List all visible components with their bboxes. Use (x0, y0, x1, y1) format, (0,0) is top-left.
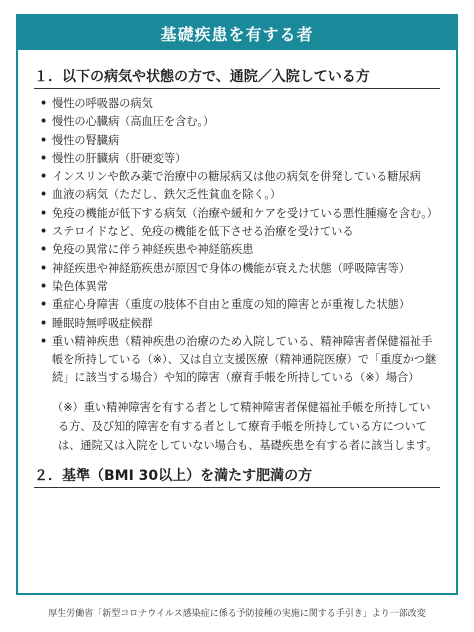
condition-list (40, 95, 438, 388)
list-item: • 染色体異常 (40, 278, 438, 296)
list-item: • 免疫の機能が低下する病気（治療や緩和ケアを受けている悪性腫瘍を含む。） (40, 205, 438, 223)
source-caption: 厚生労働省「新型コロナウイルス感染症に係る予防接種の実施に関する手引き」より一部改変 (48, 609, 426, 619)
info-card (16, 14, 458, 595)
bullet: • (40, 115, 48, 129)
list-item: • 免疫の異常に伴う神経疾患や神経筋疾患 (40, 241, 438, 259)
bullet: • (40, 279, 48, 293)
bullet: • (40, 188, 48, 202)
list-item: • 血液の病気（ただし、鉄欠乏性貧血を除く。） (40, 186, 438, 204)
section1-heading: １．以下の病気や状態の方で、通院／入院している方 (34, 66, 440, 89)
bullet: • (40, 298, 48, 312)
bullet: • (40, 170, 48, 184)
bullet: • (40, 243, 48, 257)
bullet: • (40, 97, 48, 110)
list-item: • 神経疾患や神経筋疾患が原因で身体の機能が衰えた状態（呼吸障害等） (40, 260, 438, 278)
card-title: 基礎疾患を有する者 (18, 16, 456, 50)
list-item: • 慢性の肝臓病（肝硬変等） (40, 150, 438, 168)
list-item: • 慢性の呼吸器の病気 (40, 95, 438, 113)
list-item: • ステロイドなど、免疫の機能を低下させる治療を受けている (40, 223, 438, 241)
list-item: • インスリンや飲み薬で治療中の糖尿病又は他の病気を併発している糖尿病 (40, 168, 438, 186)
list-item: • 慢性の心臓病（高血圧を含む。） (40, 113, 438, 131)
bullet: • (40, 206, 48, 220)
bullet: • (40, 316, 48, 330)
list-item: • 重い精神疾患（精神疾患の治療のため入院している、精神障害者保健福祉手帳を所持している（※）、又は自立支援医療（精神通院医療）で「重度かつ継続」に該当する場合）や知的障害（療育手帳を所持している（※）場合） (40, 334, 437, 385)
bullet: • (40, 151, 48, 165)
bullet: • (40, 225, 48, 239)
footnote: （※）重い精神障害を有する者として精神障害者保健福祉手帳を所持している方、及び知的障害を有する者として療育手帳を所持している方については、通院又は入院をしていない場合も、基礎疾患を有する者に該当します。 (52, 400, 438, 452)
bullet: • (40, 133, 48, 147)
list-item: • 慢性の腎臓病 (40, 132, 438, 150)
section2-heading: ２．基準（BMI 30以上）を満たす肥満の方 (34, 465, 440, 488)
list-item: • 睡眠時無呼吸症候群 (40, 315, 438, 333)
bullet: • (40, 261, 48, 275)
bullet: • (40, 334, 48, 348)
list-item: • 重症心身障害（重度の肢体不自由と重度の知的障害とが重複した状態） (40, 296, 438, 314)
